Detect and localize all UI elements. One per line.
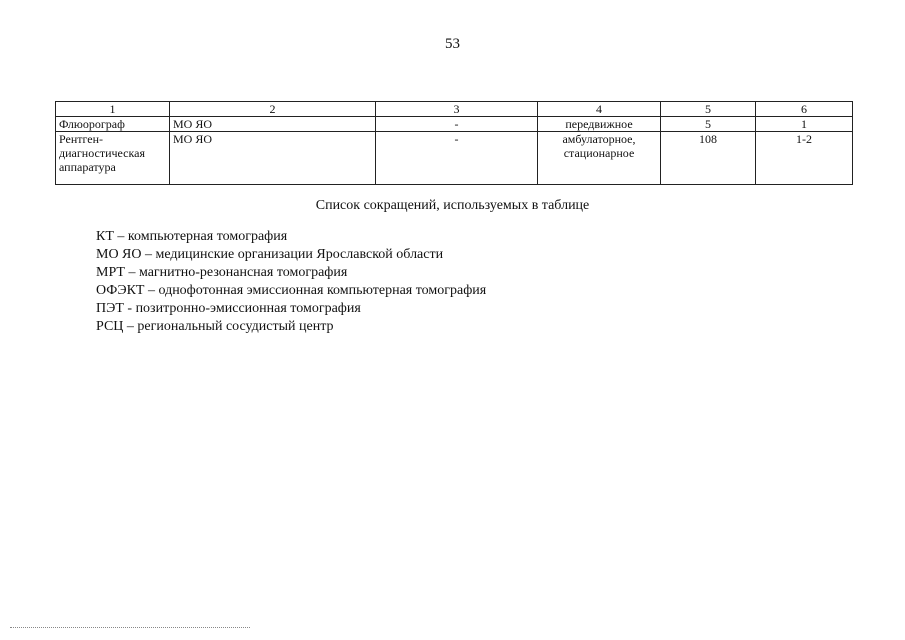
organization-cell: МО ЯО [170,117,376,132]
table-row [56,117,853,132]
header-cell: 2 [170,102,376,117]
column-6-cell: 1 [756,117,853,132]
header-cell: 3 [376,102,538,117]
header-cell: 1 [56,102,170,117]
column-3-cell: - [376,132,538,185]
table-row [56,132,853,185]
equipment-name-cell: Рентген-диагностическая аппаратура [56,132,170,185]
list-item: КТ – компьютерная томография [96,229,288,244]
equipment-type-cell: амбулаторное, стационарное [538,132,661,185]
column-3-cell: - [376,117,538,132]
column-5-cell: 108 [661,132,756,185]
list-item: ОФЭКТ – однофотонная эмиссионная компьютерная томография [96,283,487,298]
table-header-row [56,102,853,117]
page-number: 53 [445,36,460,52]
column-6-cell: 1-2 [756,132,853,185]
equipment-type-cell: передвижное [538,117,661,132]
equipment-table [55,101,853,185]
list-item: МО ЯО – медицинские организации Ярославской области [96,247,444,262]
scan-artifact-line [10,627,250,629]
organization-cell: МО ЯО [170,132,376,185]
header-cell: 5 [661,102,756,117]
abbreviations-title: Список сокращений, используемых в таблице [315,198,590,213]
list-item: МРТ – магнитно-резонансная томография [96,265,348,280]
header-cell: 4 [538,102,661,117]
list-item: РСЦ – региональный сосудистый центр [96,319,334,334]
column-5-cell: 5 [661,117,756,132]
list-item: ПЭТ - позитронно-эмиссионная томография [96,301,361,316]
abbreviations-list [96,228,486,336]
header-cell: 6 [756,102,853,117]
equipment-name-cell: Флюорограф [56,117,170,132]
